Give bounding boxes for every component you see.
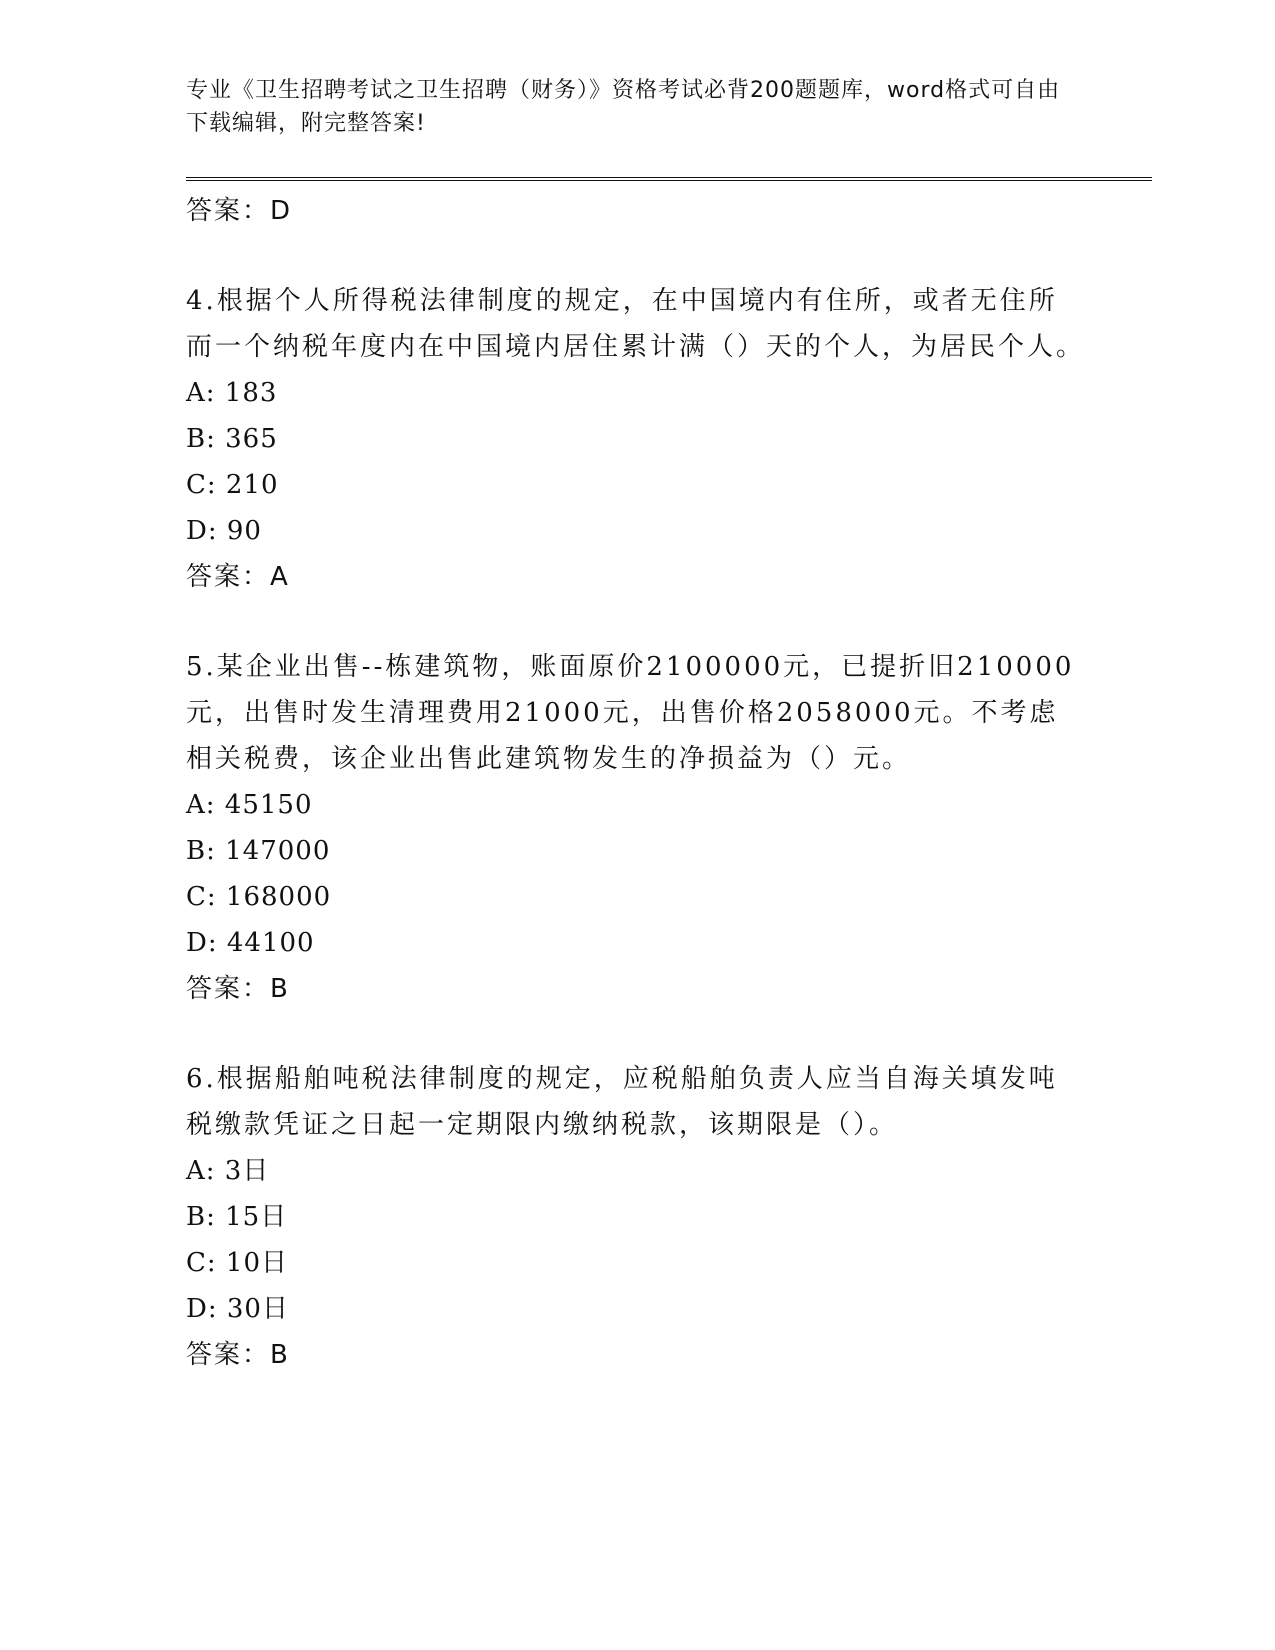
option-b: B: 365 [186, 424, 278, 454]
document-header [186, 74, 1066, 140]
header-title: 专业《卫生招聘考试之卫生招聘（财务）》资格考试必背200题题库，word格式可自由下载编辑，附完整答案! [186, 78, 1061, 136]
question-4 [186, 278, 1086, 600]
question-stem: 6.根据船舶吨税法律制度的规定，应税船舶负责人应当自海关填发吨税缴款凭证之日起一定期限内缴纳税款，该期限是（）。 [186, 1064, 1058, 1140]
question-list [186, 188, 1086, 1378]
answer: 答案：A [186, 562, 290, 592]
previous-answer: 答案：D [186, 196, 293, 226]
answer: 答案：B [186, 974, 290, 1004]
answer: 答案：B [186, 1340, 290, 1370]
option-a: A: 3日 [186, 1156, 270, 1186]
option-a: A: 45150 [186, 790, 313, 820]
option-a: A: 183 [186, 378, 278, 408]
option-d: D: 90 [186, 516, 262, 546]
question-6 [186, 1056, 1086, 1378]
option-c: C: 168000 [186, 882, 332, 912]
question-stem: 5.某企业出售--栋建筑物，账面原价2100000元，已提折旧210000元，出售时发生清理费用21000元，出售价格2058000元。不考虑相关税费，该企业出售此建筑物发生的净损益为（）元。 [186, 652, 1075, 774]
option-c: C: 10日 [186, 1248, 289, 1278]
option-d: D: 44100 [186, 928, 315, 958]
header-divider [186, 177, 1152, 181]
question-stem: 4.根据个人所得税法律制度的规定，在中国境内有住所，或者无住所而一个纳税年度内在中国境内居住累计满（）天的个人，为居民个人。 [186, 286, 1086, 362]
option-b: B: 147000 [186, 836, 331, 866]
question-5 [186, 644, 1086, 1012]
option-b: B: 15日 [186, 1202, 288, 1232]
option-d: D: 30日 [186, 1294, 289, 1324]
option-c: C: 210 [186, 470, 279, 500]
